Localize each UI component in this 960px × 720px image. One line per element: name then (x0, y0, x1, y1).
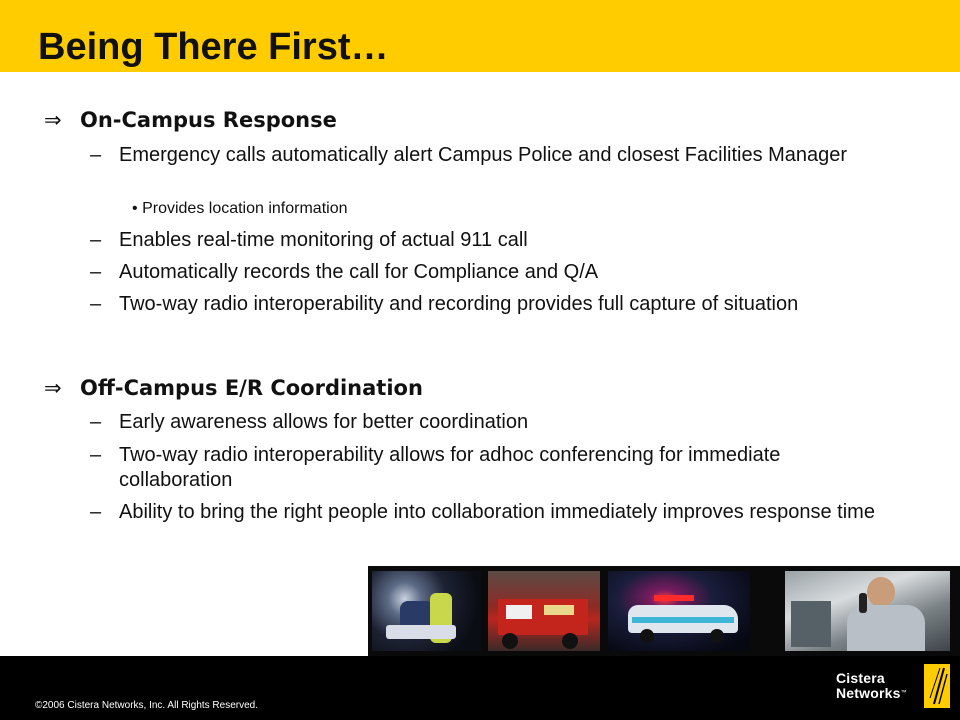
logo-mark-icon (924, 664, 950, 708)
dash-marker: – (90, 411, 102, 433)
footer-bar (0, 656, 960, 720)
list-item: – Automatically records the call for Compliance and Q/A (90, 261, 599, 283)
officer-radio-photo (785, 571, 950, 651)
dash-marker: – (90, 229, 102, 251)
photo-strip (368, 566, 960, 656)
dash-marker: – (90, 444, 102, 466)
list-item: – Enables real-time monitoring of actual 911 call (90, 229, 528, 251)
list-item: – Early awareness allows for better coordination (90, 411, 529, 433)
dash-marker: – (90, 293, 102, 315)
list-item: – Emergency calls automatically alert Campus Police and closest Facilities Manager (90, 144, 848, 166)
sub-list-item: • Provides location information (132, 200, 348, 217)
cistera-networks-logo: Cistera Networks™ (836, 664, 952, 710)
copyright-text: ©2006 Cistera Networks, Inc. All Rights Reserved. (35, 700, 259, 711)
list-item: – Ability to bring the right people into collaboration immediately improves response time (90, 501, 875, 523)
section-heading-on-campus: ⇒ On-Campus Response (44, 108, 337, 132)
double-arrow-icon: ⇒ (44, 108, 62, 132)
dash-marker: – (90, 501, 102, 523)
police-car-photo (608, 571, 750, 651)
list-item: – Two-way radio interoperability allows for adhoc conferencing for immediate collaboration (90, 444, 781, 491)
section-heading-off-campus: ⇒ Off-Campus E/R Coordination (44, 376, 423, 400)
slide-title: Being There First… (38, 26, 389, 68)
dash-marker: – (90, 261, 102, 283)
double-arrow-icon: ⇒ (44, 376, 62, 400)
fire-truck-photo (488, 571, 600, 651)
dash-marker: – (90, 144, 102, 166)
bullet-marker: • (132, 200, 138, 217)
list-item: – Two-way radio interoperability and recording provides full capture of situation (90, 293, 799, 315)
paramedics-photo (372, 571, 481, 651)
